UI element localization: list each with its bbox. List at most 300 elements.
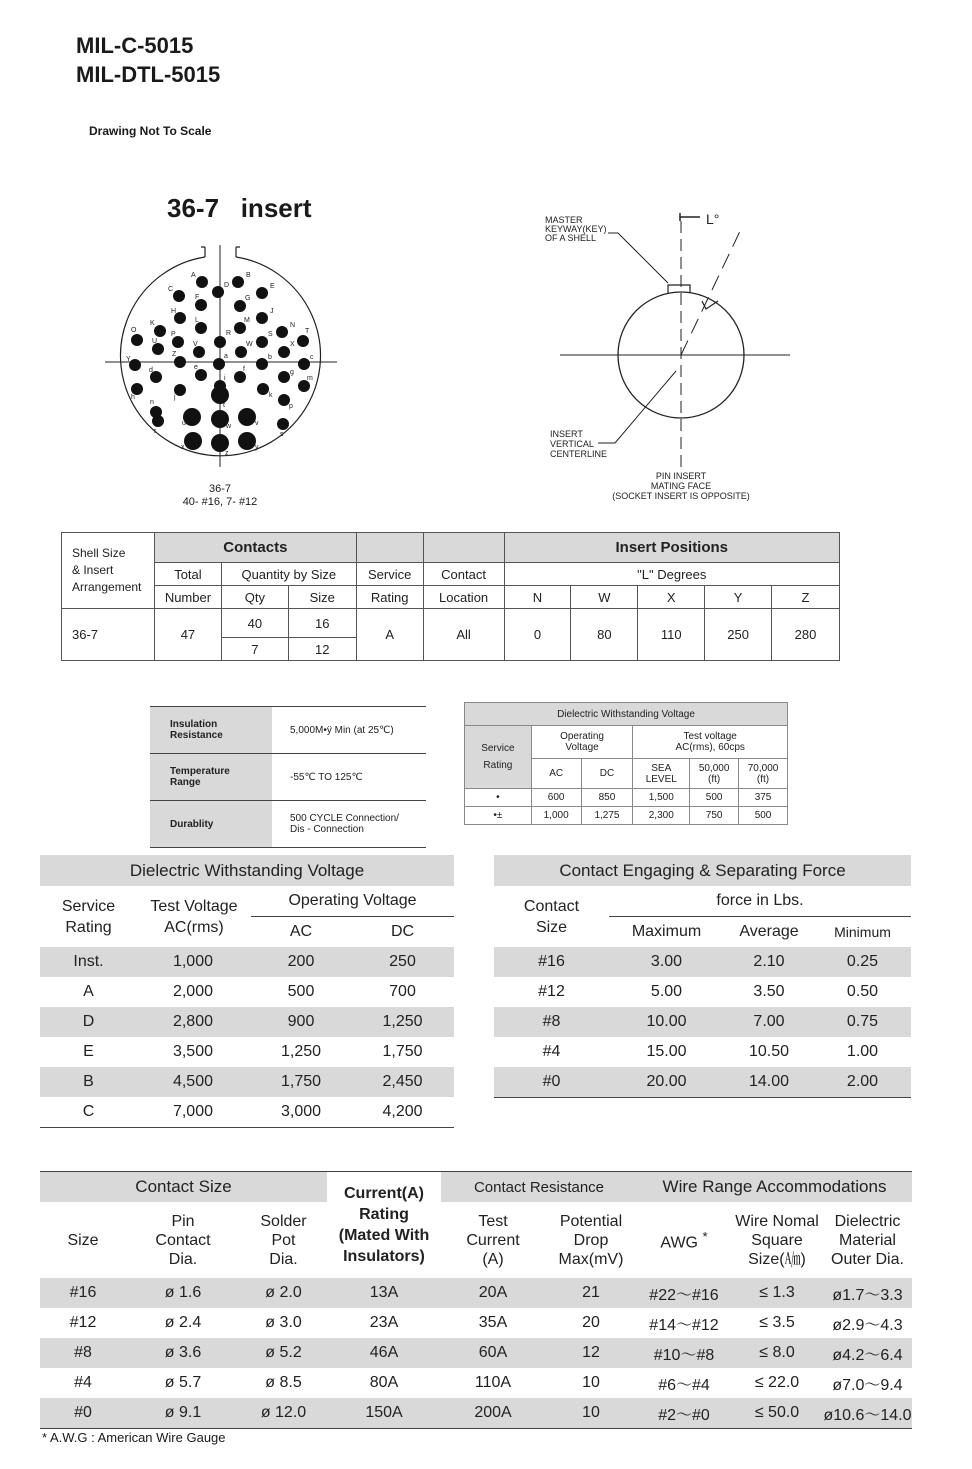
- dwv-dc-header: DC: [390, 923, 415, 940]
- master-label-1: MASTER: [545, 215, 583, 225]
- contact-4-awg: #6～#4: [658, 1376, 710, 1394]
- contact-E: [256, 287, 268, 299]
- contact-12-awg: #14～#12: [649, 1316, 719, 1334]
- force-row-4: [494, 1037, 911, 1067]
- contact-12-dielectric: ø2.9～4.3: [832, 1316, 903, 1334]
- contact-label-E: E: [270, 283, 275, 290]
- awg-header-text: AWG: [660, 1234, 698, 1252]
- contact-K: [154, 325, 166, 337]
- force-row-8: [494, 1007, 911, 1037]
- dwv-e-dc: 1,750: [382, 1043, 423, 1060]
- small-dwv-r1-sea: 1,500: [633, 789, 690, 807]
- dwv-test-1: Test Voltage: [150, 897, 238, 915]
- small-dwv-r1-70k: 375: [739, 789, 788, 807]
- dwv-row-inst: [40, 947, 454, 977]
- dwv-a-rating: A: [83, 983, 94, 1000]
- contact-4-wire: ≤ 22.0: [754, 1374, 800, 1391]
- small-dwv-r1-dc: 850: [581, 789, 633, 807]
- test-current-header: [441, 1202, 545, 1278]
- contact-0-wire: ≤ 50.0: [731, 1398, 823, 1429]
- contact-12-size: #12: [69, 1314, 97, 1331]
- contact-label-j: j: [174, 394, 176, 401]
- solder-pot-1: Solder: [260, 1212, 307, 1230]
- force-0-size: #0: [494, 1067, 609, 1098]
- contact-8-pin: ø 3.6: [126, 1338, 240, 1368]
- service-header: Service: [356, 563, 423, 586]
- contact-label-P: P: [171, 331, 176, 338]
- insert-positions-header: Insert Positions: [504, 533, 839, 563]
- contact-label-R: R: [226, 330, 232, 337]
- contact-row-16: [40, 1278, 912, 1308]
- contact-label-G: G: [245, 295, 251, 302]
- contact-label-Y: Y: [126, 356, 131, 363]
- small-dwv-r2-sea: 2,300: [633, 807, 690, 825]
- contact-x: [184, 432, 202, 450]
- contact-16-dielectric: ø1.7～3.3: [823, 1278, 912, 1308]
- contact-label-x: x: [181, 444, 185, 451]
- contact-8-pd: 12: [545, 1338, 637, 1368]
- contact-label-u: u: [182, 420, 186, 427]
- pin-label-1: PIN INSERT: [655, 471, 707, 481]
- contact-0-dielectric: ø10.6～14.0: [823, 1398, 912, 1429]
- small-dwv-sea-1: SEA: [651, 762, 672, 774]
- total-cell: 47: [154, 609, 221, 661]
- dwv-d-dc: 1,250: [351, 1007, 454, 1037]
- force-4-avg: 10.50: [748, 1043, 790, 1060]
- small-dwv-test-header: [633, 726, 788, 759]
- dwv-row-c: [40, 1097, 454, 1128]
- dwv-service-header: [40, 886, 137, 947]
- insert-caption: [160, 483, 280, 509]
- footnote: * A.W.G : American Wire Gauge: [42, 1430, 226, 1445]
- vertical-label-2: VERTICAL: [550, 439, 594, 449]
- insulation-key: [150, 707, 272, 754]
- force-contact-header: [494, 886, 609, 947]
- wire-range-header: Wire Range Accommodations: [637, 1172, 912, 1203]
- size-col-header: Size: [67, 1231, 99, 1249]
- small-dwv-50k-header: [690, 759, 739, 789]
- dwv-test-header: [137, 886, 251, 947]
- contact-16-test: 20A: [441, 1278, 545, 1308]
- dwv-a-dc: 700: [389, 983, 416, 1000]
- contact-row-12: [40, 1308, 912, 1338]
- contact-Y: [129, 359, 141, 371]
- location-cell: All: [423, 609, 504, 661]
- contact-12-pot: ø 3.0: [265, 1314, 302, 1331]
- shell-size-header: [62, 533, 155, 609]
- force-avg-header: Average: [739, 923, 799, 940]
- service-blank-header: [356, 533, 423, 563]
- contact-label-s: s: [280, 431, 284, 438]
- contact-16-current: 13A: [327, 1278, 441, 1308]
- contact-label-h: h: [131, 394, 135, 401]
- pin-dia-2: Contact: [155, 1231, 211, 1249]
- dwv-c-ac: 3,000: [280, 1103, 322, 1120]
- contact-4-pin: ø 5.7: [164, 1374, 202, 1391]
- size-cell-2: 12: [288, 638, 356, 661]
- insulation-value: [272, 707, 426, 754]
- dwv-c-dc: 4,200: [382, 1103, 423, 1120]
- contact-label-W: W: [246, 341, 253, 348]
- contact-k: [257, 383, 269, 395]
- contact-y: [238, 432, 256, 450]
- contact-8-awg: #10～#8: [637, 1338, 731, 1368]
- contact-label-v: v: [255, 420, 259, 427]
- insert-spec-table: [61, 532, 840, 661]
- contact-C: [173, 290, 185, 302]
- number-header: Number: [154, 586, 221, 609]
- degree-y-cell: 250: [705, 609, 772, 661]
- title-line-2: MIL-DTL-5015: [76, 62, 221, 87]
- contact-header: Contact: [423, 563, 504, 586]
- contact-label-w: w: [226, 423, 232, 430]
- contact-s: [277, 418, 289, 430]
- pin-dia-header: [126, 1202, 240, 1278]
- small-dwv-70k-header: [739, 759, 788, 789]
- dwv-inst-ac: 200: [251, 947, 351, 977]
- wire-square-header: [731, 1202, 823, 1278]
- contact-label-r: r: [154, 428, 157, 435]
- dwv-service-1: Service: [61, 897, 116, 915]
- contact-8-test: 60A: [441, 1338, 545, 1368]
- dwv-d-test: 2,800: [137, 1007, 251, 1037]
- contact-label-y: y: [255, 444, 259, 451]
- position-w-header: W: [571, 586, 638, 609]
- small-dwv-row-2: [465, 807, 788, 825]
- contact-row-8: [40, 1338, 912, 1368]
- contact-size-header: Contact Size: [40, 1172, 327, 1203]
- insert-caption-line-2: 40- #16, 7- #12: [182, 496, 258, 508]
- dwv-e-rating: E: [83, 1043, 94, 1060]
- contact-16-awg: #22～#16: [637, 1278, 731, 1308]
- contact-blank-header: [423, 533, 504, 563]
- contact-label-z: z: [225, 450, 229, 457]
- location-header: Location: [423, 586, 504, 609]
- contact-size-table: [40, 1171, 912, 1429]
- contact-label-p: p: [289, 403, 293, 410]
- small-dwv-test-1: Test voltage: [683, 731, 737, 742]
- dwv-b-ac: 1,750: [251, 1067, 351, 1097]
- qty-cell-1: 40: [221, 609, 288, 638]
- test-current-3: (A): [482, 1250, 504, 1268]
- contact-8-dielectric: ø4.2～6.4: [823, 1338, 912, 1368]
- dielectric-dia-2: Material: [839, 1231, 896, 1249]
- force-row-12: [494, 977, 911, 1007]
- insulation-table: [150, 706, 426, 848]
- rating-cell: A: [356, 609, 423, 661]
- force-0-min: 2.00: [814, 1067, 911, 1098]
- force-8-min: 0.75: [814, 1007, 911, 1037]
- contact-label-J: J: [270, 308, 274, 315]
- contact-T: [297, 335, 309, 347]
- contact-12-wire: ≤ 3.5: [759, 1314, 795, 1331]
- dielectric-dia-1: Dielectric: [834, 1212, 901, 1230]
- degree-z-cell: 280: [772, 609, 840, 661]
- dwv-test-2: AC(rms): [164, 918, 224, 936]
- small-dwv-service-1: Service: [481, 743, 515, 754]
- small-dwv-table: [464, 702, 788, 825]
- contact-16-pin: ø 1.6: [126, 1278, 240, 1308]
- current-header-2: Rating: [359, 1206, 409, 1223]
- wire-square-2: Square: [751, 1231, 803, 1249]
- contact-label-g: g: [290, 369, 294, 376]
- dwv-inst-dc: 250: [351, 947, 454, 977]
- contact-v: [238, 408, 256, 426]
- force-12-size: #12: [538, 983, 565, 1000]
- durability-key-1: Durablity: [170, 818, 214, 830]
- small-dwv-50k-2: (ft): [708, 773, 721, 785]
- small-dwv-operating-header: [531, 726, 633, 759]
- shell-size-header-2: & Insert: [72, 563, 114, 577]
- dwv-table: [40, 855, 454, 1128]
- scale-note: Drawing Not To Scale: [89, 124, 212, 138]
- dwv-e-test: 3,500: [172, 1043, 213, 1060]
- master-leader: [608, 233, 668, 283]
- small-dwv-r2-50k: 750: [690, 807, 739, 825]
- durability-value: [272, 801, 426, 848]
- dwv-d-rating: D: [40, 1007, 137, 1037]
- contact-4-pot: ø 8.5: [265, 1374, 302, 1391]
- contact-12-test: 35A: [478, 1314, 508, 1331]
- contact-B: [232, 276, 244, 288]
- dwv-row-a: [40, 977, 454, 1007]
- durability-key: [150, 801, 272, 848]
- test-current-2: Current: [466, 1231, 520, 1249]
- temperature-value-1: -55℃ TO 125℃: [290, 771, 363, 783]
- force-4-max: 15.00: [646, 1043, 687, 1060]
- force-row-16: [494, 947, 911, 977]
- solder-pot-3: Dia.: [269, 1250, 298, 1268]
- dwv-a-ac: 500: [287, 983, 315, 1000]
- small-dwv-dc-header: DC: [581, 759, 633, 789]
- small-dwv-operating-1: Operating: [560, 731, 604, 742]
- dwv-row-b: [40, 1067, 454, 1097]
- contact-label-N: N: [290, 322, 296, 329]
- force-min-header: Minimum: [834, 924, 891, 940]
- dwv-row-d: [40, 1007, 454, 1037]
- arrangement-cell: 36-7: [62, 609, 155, 661]
- pin-label-3: (SOCKET INSERT IS OPPOSITE): [612, 491, 750, 501]
- dwv-c-rating: C: [82, 1103, 95, 1120]
- small-dwv-test-2: AC(rms), 60cps: [675, 742, 745, 753]
- pin-dia-3: Dia.: [168, 1250, 198, 1268]
- contact-4-dielectric: ø7.0～9.4: [832, 1376, 903, 1394]
- contact-label-B: B: [246, 272, 251, 279]
- contact-4-size: #4: [74, 1374, 92, 1391]
- temperature-value: [272, 754, 426, 801]
- degree-w-cell: 80: [571, 609, 638, 661]
- qty-by-size-header: Quantity by Size: [221, 563, 356, 586]
- contact-0-size: #0: [40, 1398, 126, 1429]
- contact-8-wire: ≤ 8.0: [731, 1338, 823, 1368]
- awg-header: [637, 1202, 731, 1278]
- contact-label-V: V: [193, 341, 198, 348]
- contact-label-K: K: [150, 320, 155, 327]
- dwv-row-e: [40, 1037, 454, 1067]
- dielectric-dia-3: Outer Dia.: [831, 1250, 904, 1268]
- contact-label-T: T: [305, 328, 310, 335]
- contact-label-k: k: [269, 392, 273, 399]
- solder-pot-header: [240, 1202, 327, 1278]
- contact-g: [278, 371, 290, 383]
- dwv-b-rating: B: [40, 1067, 137, 1097]
- small-dwv-70k-1: 70,000: [747, 762, 779, 774]
- shell-size-header-3: Arrangement: [72, 580, 142, 594]
- insulation-key-1: Insulation: [170, 719, 218, 730]
- current-header-1: Current(A): [344, 1185, 424, 1202]
- contact-t: [211, 386, 229, 404]
- small-dwv-ac-header: AC: [531, 759, 581, 789]
- dwv-title: Dielectric Withstanding Voltage: [40, 855, 454, 886]
- potential-drop-2: Drop: [573, 1231, 609, 1249]
- contact-16-pot: ø 2.0: [240, 1278, 327, 1308]
- contact-label-b: b: [268, 354, 272, 361]
- force-0-avg: 14.00: [724, 1067, 814, 1098]
- dwv-a-test: 2,000: [172, 983, 213, 1000]
- dwv-d-ac: 900: [251, 1007, 351, 1037]
- contact-4-pd: 10: [582, 1374, 600, 1391]
- contact-label-F: F: [195, 294, 200, 301]
- contacts-header: Contacts: [154, 533, 356, 563]
- contact-label-A: A: [191, 272, 196, 279]
- contact-O: [131, 334, 143, 346]
- force-8-max: 10.00: [609, 1007, 724, 1037]
- position-n-header: N: [504, 586, 571, 609]
- angle-label: L°: [706, 211, 720, 227]
- contact-label-i: i: [224, 375, 226, 382]
- vertical-leader: [598, 371, 676, 443]
- dwv-e-ac: 1,250: [280, 1043, 322, 1060]
- temperature-key-2: Range: [170, 777, 201, 788]
- position-z-header: Z: [772, 586, 840, 609]
- temperature-key: [150, 754, 272, 801]
- contact-8-size: #8: [40, 1338, 126, 1368]
- force-8-avg: 7.00: [724, 1007, 814, 1037]
- durability-value-2: Dis - Connection: [290, 824, 364, 835]
- contact-12-pd: 20: [582, 1314, 600, 1331]
- force-0-max: 20.00: [609, 1067, 724, 1098]
- contact-0-current: 150A: [327, 1398, 441, 1429]
- contact-label-M: M: [244, 317, 250, 324]
- dwv-service-2: Rating: [65, 918, 112, 936]
- small-dwv-title: Dielectric Withstanding Voltage: [465, 703, 788, 726]
- contact-4-current: 80A: [369, 1374, 399, 1391]
- insert-key: [702, 301, 718, 309]
- force-row-0: [494, 1067, 911, 1098]
- shell-size-header-1: Shell Size: [72, 546, 126, 560]
- force-16-max: 3.00: [609, 947, 724, 977]
- force-12-min: 0.50: [846, 983, 879, 1000]
- pin-label-2: MATING FACE: [650, 481, 712, 491]
- force-contact-1: Contact: [523, 897, 580, 915]
- small-dwv-operating-2: Voltage: [565, 742, 599, 753]
- force-contact-2: Size: [535, 918, 568, 936]
- contact-12-current: 23A: [369, 1314, 399, 1331]
- force-title: Contact Engaging & Separating Force: [494, 855, 911, 886]
- contact-row-4: [40, 1368, 912, 1398]
- temperature-row: [150, 754, 426, 801]
- force-16-min: 0.25: [814, 947, 911, 977]
- contact-resistance-header: Contact Resistance: [441, 1172, 637, 1203]
- contact-label-f: f: [243, 366, 245, 373]
- test-current-1: Test: [478, 1212, 508, 1230]
- size-header: Size: [288, 586, 356, 609]
- contact-4-test: 110A: [474, 1374, 512, 1391]
- contact-0-test: 200A: [441, 1398, 545, 1429]
- size-cell-1: 16: [288, 609, 356, 638]
- contact-label-t: t: [223, 402, 225, 409]
- current-rating-header: [327, 1172, 441, 1279]
- page-title: [76, 31, 220, 89]
- current-header-4: Insulators): [343, 1248, 425, 1265]
- contact-label-Z: Z: [172, 351, 177, 358]
- contact-j: [174, 384, 186, 396]
- contact-0-pd: 10: [545, 1398, 637, 1429]
- contact-label-d: d: [149, 367, 153, 374]
- vertical-label-1: INSERT: [550, 429, 583, 439]
- contact-N: [276, 326, 288, 338]
- degree-x-cell: 110: [638, 609, 705, 661]
- contact-label-c: c: [310, 354, 314, 361]
- force-8-size: #8: [494, 1007, 609, 1037]
- durability-value-1: 500 CYCLE Connection/: [290, 813, 399, 824]
- contact-b: [256, 358, 268, 370]
- contact-8-pot: ø 5.2: [240, 1338, 327, 1368]
- master-label-2: KEYWAY(KEY): [545, 224, 607, 234]
- contact-label-U: U: [152, 338, 158, 345]
- potential-drop-3: Max(mV): [558, 1250, 624, 1268]
- force-12-avg: 3.50: [753, 983, 785, 1000]
- contact-label-C: C: [168, 286, 174, 293]
- solder-pot-2: Pot: [271, 1231, 296, 1249]
- contact-16-size: #16: [40, 1278, 126, 1308]
- contact-label-a: a: [224, 353, 228, 360]
- force-4-size: #4: [542, 1043, 561, 1060]
- insert-caption-line-1: 36-7: [208, 483, 232, 495]
- contact-0-pot: ø 12.0: [240, 1398, 327, 1429]
- dwv-b-dc: 2,450: [351, 1067, 454, 1097]
- contact-c: [298, 358, 310, 370]
- qty-header: Qty: [221, 586, 288, 609]
- contact-label-n: n: [150, 399, 154, 406]
- insulation-key-2: Resistance: [170, 730, 223, 741]
- force-12-max: 5.00: [650, 983, 683, 1000]
- contact-label-D: D: [224, 282, 230, 289]
- contact-label-H: H: [171, 308, 177, 315]
- small-dwv-r1-rating: •: [465, 789, 532, 807]
- insulation-value-1: 5,000M•ÿ Min (at 25℃): [290, 724, 394, 736]
- dwv-c-test: 7,000: [172, 1103, 213, 1120]
- contact-8-current: 46A: [327, 1338, 441, 1368]
- awg-header-star: *: [702, 1229, 708, 1245]
- contact-16-pd: 21: [545, 1278, 637, 1308]
- small-dwv-50k-1: 50,000: [698, 762, 730, 774]
- pin-dia-1: Pin: [171, 1212, 195, 1230]
- force-16-size: #16: [494, 947, 609, 977]
- dwv-b-test: 4,500: [137, 1067, 251, 1097]
- small-dwv-r1-ac: 600: [531, 789, 581, 807]
- contact-label-m: m: [307, 375, 313, 382]
- small-dwv-row-1: [465, 789, 788, 807]
- insulation-row: [150, 707, 426, 754]
- contact-S: [256, 336, 268, 348]
- wire-square-3: Size(㏟): [748, 1250, 806, 1268]
- position-x-header: X: [638, 586, 705, 609]
- small-dwv-r2-ac: 1,000: [531, 807, 581, 825]
- small-dwv-sea-header: [633, 759, 690, 789]
- dwv-ac-header: AC: [289, 923, 313, 940]
- title-line-1: MIL-C-5015: [76, 33, 194, 58]
